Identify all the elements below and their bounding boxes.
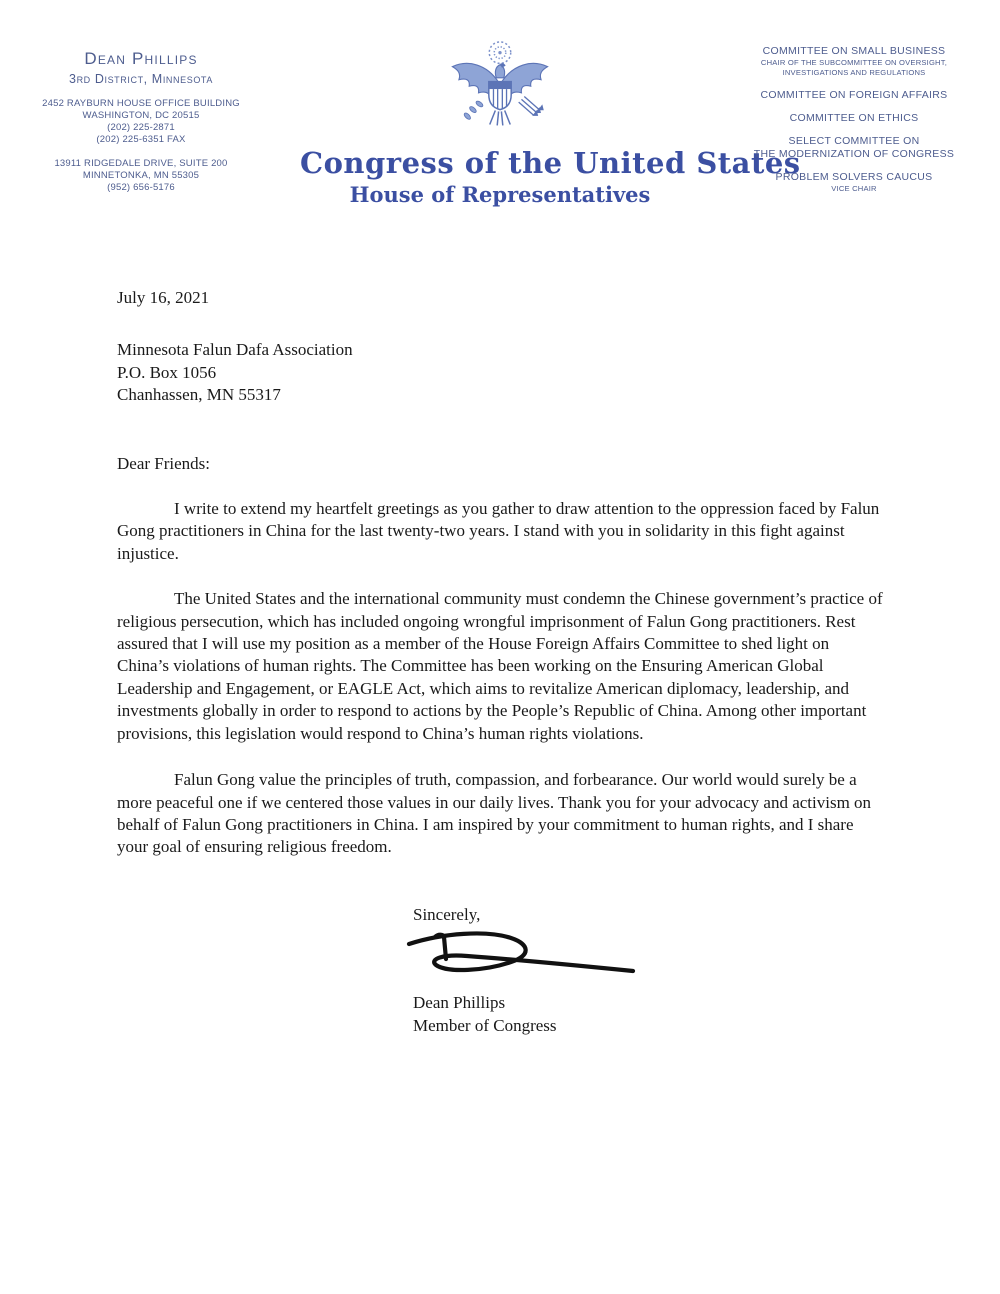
committee-modernization: THE MODERNIZATION OF CONGRESS (753, 148, 955, 160)
district-office-line: (952) 656-5176 (107, 182, 175, 193)
caucus-role: VICE CHAIR (831, 184, 877, 193)
dc-office-address (18, 98, 264, 146)
district-office-line: MINNETONKA, MN 55305 (82, 170, 200, 181)
body-paragraph: The United States and the international community must condemn the Chinese government’s practice of religious persecution, which has included ongoing wrongful imprisonment of Falun Gong practitioners. Rest assured that I will use my position as a member of the House Foreign Affairs Committee to shed light on China’s violations of human rights. The Committee has been working on the Ensuring American Global Leadership and Engagement, or EAGLE Act, which aims to revitalize American diplomacy, leadership, and investments globally in order to respond to actions by the People’s Republic of China. Among other important provisions, this legislation would respond to China’s human rights violations. (117, 589, 883, 743)
dc-office-line: WASHINGTON, DC 20515 (82, 110, 200, 121)
body-paragraph: Falun Gong value the principles of truth, compassion, and forbearance. Our world would surely be a more peaceful one if we centered those values in our daily lives. Thank you for your advocacy and activism on behalf of Falun Gong practitioners in China. I am inspired by your commitment to human rights, and I share your goal of ensuring religious freedom. (117, 770, 872, 857)
letter-date: July 16, 2021 (117, 288, 210, 307)
body-paragraph: I write to extend my heartfelt greetings as you gather to draw attention to the oppression faced by Falun Gong practitioners in China for the last twenty-two years. I stand with you in solidarity in this fight against injustice. (117, 499, 880, 563)
signer-name: Dean Phillips (413, 993, 506, 1013)
salutation: Dear Friends: (117, 453, 211, 473)
committee-small-business-subrole: INVESTIGATIONS AND REGULATIONS (782, 67, 926, 77)
dc-office-line: 2452 RAYBURN HOUSE OFFICE BUILDING (42, 98, 240, 109)
committee-foreign-affairs: COMMITTEE ON FOREIGN AFFAIRS (760, 89, 948, 101)
letter-body (117, 287, 885, 1037)
district-office-address (18, 158, 264, 194)
dean-phillips-signature-icon (405, 928, 645, 986)
dc-office-line: (202) 225-2871 (107, 122, 175, 133)
member-name: Dean Phillips (84, 49, 198, 68)
recipient-city-state-zip: Chanhassen, MN 55317 (117, 385, 281, 405)
recipient-name: Minnesota Falun Dafa Association (117, 340, 353, 360)
committee-ethics: COMMITTEE ON ETHICS (789, 112, 919, 124)
district-office-line: 13911 RIDGEDALE DRIVE, SUITE 200 (54, 158, 228, 169)
letterhead-left-block (18, 49, 264, 194)
org-subtitle: House of Representatives (349, 182, 651, 207)
signature-block (405, 928, 885, 988)
committee-small-business: COMMITTEE ON SMALL BUSINESS (762, 45, 946, 57)
committee-small-business-subrole: CHAIR OF THE SUBCOMMITTEE ON OVERSIGHT, (760, 58, 948, 67)
caucus-problem-solvers: PROBLEM SOLVERS CAUCUS (775, 171, 933, 183)
us-house-eagle-seal-icon (444, 38, 556, 142)
recipient-address (117, 339, 885, 406)
recipient-po-box: P.O. Box 1056 (117, 362, 217, 382)
letterhead-center-block (300, 38, 801, 207)
member-district: 3rd District, Minnesota (69, 72, 213, 86)
closing: Sincerely, (413, 904, 481, 924)
letterhead-committees-block (720, 45, 988, 194)
committee-modernization: SELECT COMMITTEE ON (788, 135, 920, 147)
dc-office-line: (202) 225-6351 FAX (96, 134, 186, 145)
org-title: Congress of the United States (300, 146, 801, 180)
signer-title: Member of Congress (413, 1015, 557, 1035)
